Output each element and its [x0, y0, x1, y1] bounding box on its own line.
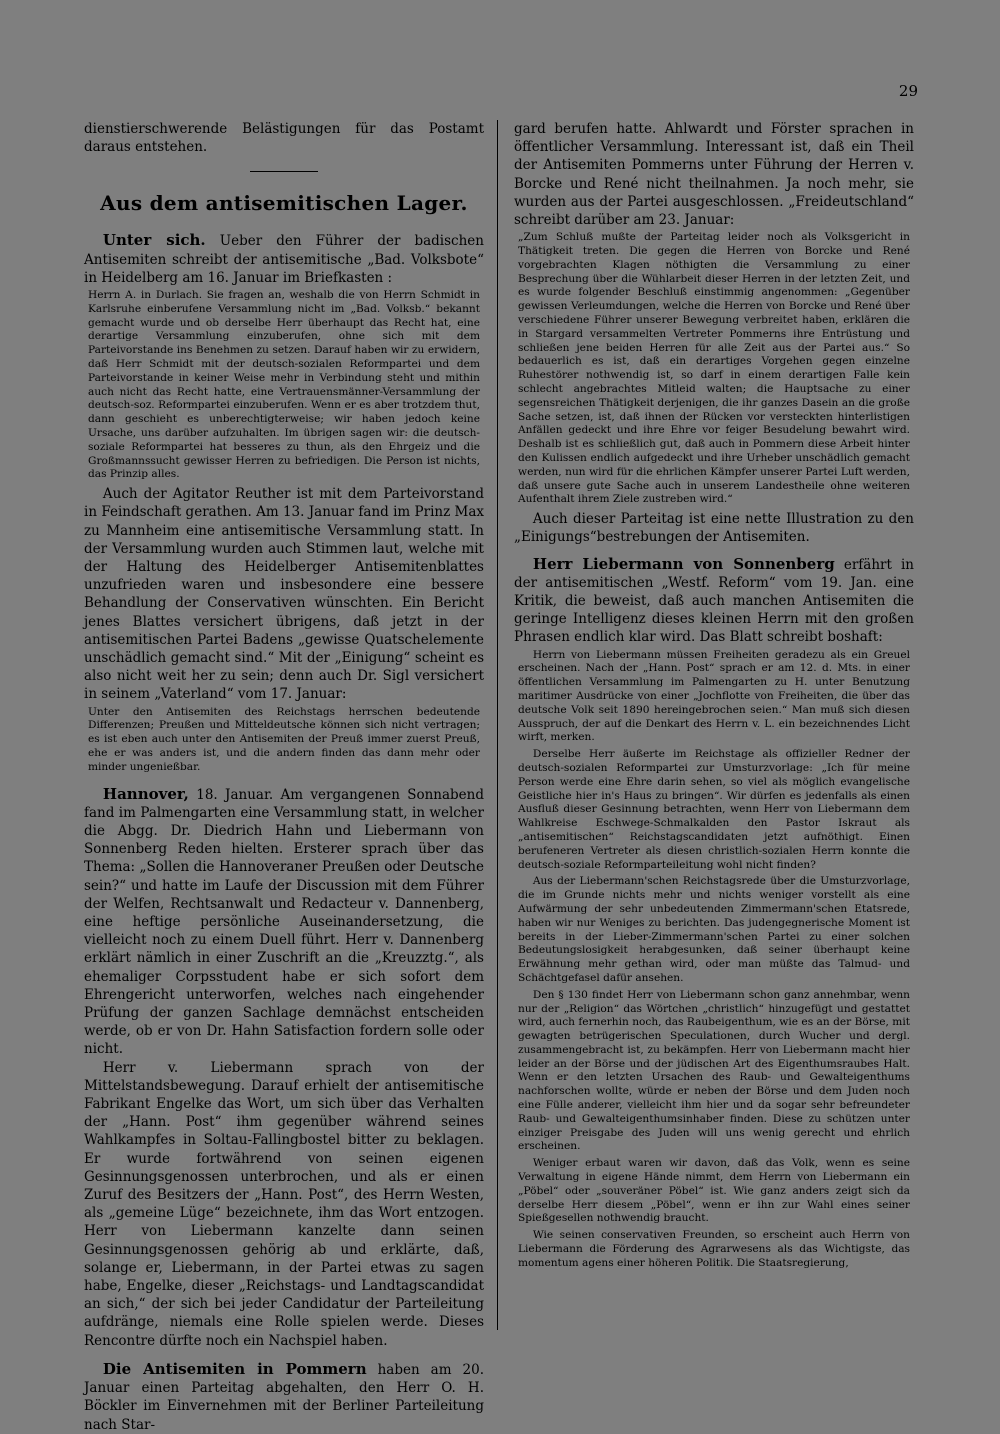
article-lead: Herr Liebermann von Sonnenberg: [532, 554, 835, 573]
column-divider: [497, 120, 498, 1330]
quotation: Wie seinen conservativen Freunden, so erscheint auch Herrn von Liebermann die Förderung des Agrarwesens als das Wichtigste, das momentum agens einer höheren Politik. Die Staatsregierung,: [518, 1229, 910, 1269]
quotation: Unter den Antisemiten des Reichstags herrschen bedeutende Differenzen; Preußen und Mitteldeutsche können sich nicht vertragen; es ist eben auch unter den Antisemiten der Preuß immer zuerst Preuß, ehe er was anders ist, und die andern finden das dann mehr oder minder ungenießbar.: [88, 705, 480, 773]
article-pommern: [84, 1360, 484, 1434]
left-column: [84, 120, 484, 1434]
article-text: 18. Januar. Am vergangenen Sonnabend fand im Palmengarten eine Versammlung statt, in welcher die Abgg. Dr. Diedrich Hahn und Liebermann von Sonnenberg Reden hielten. Ersterer sprach über das Thema: „Sollen die Hannoveraner Preußen oder Deutsche sein?“ und hatte im Laufe der Discussion mit dem Führer der Welfen, Rechtsanwalt und Redacteur v. Dannenberg, eine heftige persönliche Auseinandersetzung, die vielleicht noch zu einem Duell führt. Herr v. Dannenberg erklärt nämlich in einer Zuschrift an die „Kreuzztg.“, als ehemaliger Corpsstudent habe er sich sofort dem Ehrengericht unterworfen, welches nach eingehender Prüfung der ganzen Sachlage demnächst entscheiden werde, ob er von Dr. Hahn Satisfaction fordern solle oder nicht.: [84, 786, 485, 1058]
paragraph: Auch dieser Parteitag ist eine nette Illustration zu den „Einigungs“bestrebungen der Antisemiten.: [514, 511, 914, 546]
quotation: Derselbe Herr äußerte im Reichstage als offizieller Redner der deutsch-sozialen Reformpartei zur Umsturzvorlage: „Ich für meine Person werde eine Ehre darin sehen, so viel als möglich evangelische Geistliche hier in's Haus zu bringen“. Wir dürfen es jedenfalls als einen Ausfluß dieser Gesinnung betrachten, wenn Herr von Liebermann dem Wahlkreise Eschwege-Schmalkalden den Pastor Iskraut als „antisemitischen“ Reichstagscandidaten jetzt aufnöthigt. Einen berufeneren Vertreter als diesen christlich-sozialen Herrn konnte die deutsch-soziale Reformparteileitung wohl nicht finden?: [518, 748, 910, 871]
page-number: 29: [898, 82, 918, 100]
article-text: Ueber den Führer der badischen Antisemiten schreibt der antisemitische „Bad. Volksbote“ in Heidelberg am 16. Januar im Briefkasten :: [84, 233, 484, 286]
article-hannover: [84, 785, 484, 1059]
quotation: Aus der Liebermann'schen Reichstagsrede über die Umsturzvorlage, die im Grunde nichts mehr und nichts weniger vorstellt als eine Aufwärmung der sehr unbedeutenden Zimmermann'schen Etatsrede, haben wir nur Weniges zu berichten. Das judengegnerische Moment ist bereits in der Lieber-Zimmermann'schen Partei zu einer solchen Bedeutungslosigkeit herabgesunken, daß seiner überhaupt keine Erwähnung mehr gethan wird, oder man müßte das Talmud- und Schächtgefasel dafür ansehen.: [518, 875, 910, 984]
quotation: Herrn von Liebermann müssen Freiheiten geradezu als ein Greuel erscheinen. Nach der „Hann. Post“ sprach er am 12. d. Mts. in einer öffentlichen Versammlung im Palmengarten zu H. unter Benutzung maritimer Ausdrücke von einer „Jochflotte von Freiheiten, die über das deutsche Volk seit 1890 hereingebrochen seien.“ Man muß sich diesen Ausspruch, der auf die Denkart des Herrn v. L. ein bezeichnendes Licht wirft, merken.: [518, 648, 910, 744]
article-unter-sich: [84, 231, 484, 287]
quotation: „Zum Schluß mußte der Parteitag leider noch als Volksgericht in Thätigkeit treten. Die gegen die Herren von Borcke und René vorgebrachten Klagen nöthigten die Versammlung zu einer Besprechung über die Wühlarbeit dieser Herren in der letzten Zeit, und es wurde folgender Beschluß einstimmig angenommen: „Gegenüber gewissen Verleumdungen, welche die Herren von Borcke und René über verschiedene Führer unserer Bewegung verbreitet haben, erklären die in Stargard versammelten Vertreter Pommerns ihre Entrüstung und schließen jene beiden Herren für alle Zeit aus der Partei aus.“ So bedauerlich es ist, daß ein derartiges Vorgehen gegen einzelne Ruhestörer nothwendig ist, so darf in einem derartigen Falle kein schlecht angebrachtes Mitleid walten; die Hauptsache zu einer segensreichen Thätigkeit derjenigen, die ihr ganzes Dasein an die große Sache setzen, ist, daß ihnen der Rücken vor versteckten hinterlistigen Anfällen gedeckt und ihre Ehre vor feiger Besudelung bewahrt wird. Deshalb ist es schließlich gut, daß auch in Pommern diese Arbeit hinter den Kulissen endlich aufgedeckt und ihre Urheber unschädlich gemacht werden, nun wird für die ehrlichen Kämpfer unserer Partei Luft werden, daß unsere gute Sache auch in unserem Landestheile ohne weiteren Aufenthalt ihrem Ziele zustreben wird.“: [518, 231, 910, 506]
paragraph: gard berufen hatte. Ahlwardt und Förster sprachen in öffentlicher Versammlung. Interessant ist, daß ein Theil der Antisemiten Pommerns unter Führung der Herren v. Borcke und René nicht theilnahmen. Ja noch mehr, sie wurden aus der Partei ausgeschlossen. „Freideutschland“ schreibt darüber am 23. Januar:: [514, 121, 914, 229]
quotation: Den § 130 findet Herr von Liebermann schon ganz annehmbar, wenn nur der „Religion“ das Wörtchen „christlich“ hinzugefügt und gestattet wird, auch fernerhin noch, das Raubeigenthum, wie es an der Börse, mit gewagten betrügerischen Speculationen, durch Wucher und dergl. zusammengebracht ist, zu bekämpfen. Herr von Liebermann macht hier leider an der Börse und der jüdischen Art des Eigenthumsraubes Halt. Wenn er den letzten Ursachen des Raub- und Gewalteigenthums nachforschen wollte, würde er neben der Börse und dem Juden noch eine Fülle anderer, vielleicht ihm hier und da sogar sehr befreundeter Raub- und Gewalteigenthumsinhaber finden. Diese zu schützen unter einziger Preisgabe des Juden will uns wenig gerecht und ehrlich erscheinen.: [518, 988, 910, 1153]
right-column: [514, 120, 914, 1274]
article-text: haben am 20. Januar einen Parteitag abgehalten, den Herr O. H. Böckler im Einvernehmen mit der Berliner Parteileitung nach Star-: [84, 1361, 484, 1433]
section-heading: Aus dem antisemitischen Lager.: [100, 191, 468, 216]
article-lead: Die Antisemiten in Pommern: [102, 1359, 367, 1378]
paragraph: Auch der Agitator Reuther ist mit dem Parteivorstand in Feindschaft gerathen. Am 13. Januar fand im Prinz Max zu Mannheim eine antisemitische Versammlung statt. In der Versammlung wurden auch Stimmen laut, welche mit der Haltung des Heidelberger Antisemitenblattes unzufrieden waren und insbesondere eine bessere Behandlung der Conservativen wünschten. Ein Bericht jenes Blattes versichert übrigens, daß jetzt in der antisemitischen Partei Badens „gewisse Quatschelemente unschädlich gemacht sind.“ Mit der „Einigung“ scheint es also nicht weit her zu sein; denn auch Dr. Sigl versichert in seinem „Vaterland“ vom 17. Januar:: [84, 486, 484, 703]
quotation: Weniger erbaut waren wir davon, daß das Volk, wenn es seine Verwaltung in eigene Hände nimmt, dem Herrn von Liebermann ein „Pöbel“ oder „souveräner Pöbel“ ist. Wie ganz anders zeigt sich da derselbe Herr diesem „Pöbel“, wenn er ihn zur Wahl eines seiner Spießgesellen nothwendig braucht.: [518, 1157, 910, 1225]
article-text: erfährt in der antisemitischen „Westf. Reform“ vom 19. Jan. eine Kritik, die beweist, daß auch manchen Antisemiten die geringe Intelligenz dieses kleinen Herrn mit den großen Phrasen endlich klar wird. Das Blatt schreibt boshaft:: [514, 556, 914, 646]
article-lead: Unter sich.: [102, 231, 206, 250]
article-lead: Hannover,: [102, 784, 189, 803]
section-separator: [250, 171, 318, 172]
quotation: Herrn A. in Durlach. Sie fragen an, weshalb die von Herrn Schmidt in Karlsruhe einberufene Versammlung nicht im „Bad. Volksb.“ bekannt gemacht wurde und ob derselbe Herr überhaupt das Recht hat, eine derartige Versammlung einzuberufen, ohne sich mit dem Parteivorstande ins Benehmen zu setzen. Darauf haben wir zu erwidern, daß Herr Schmidt mit der deutsch-sozialen Reformpartei und dem Parteivorstande in keiner Weise mehr in Verbindung steht und mithin auch nicht das Recht hatte, eine Vertrauensmänner-Versammlung der deutsch-soz. Reformpartei einzuberufen. Wenn er es aber trotzdem thut, dann geschieht es unberechtigterweise; wir haben jedoch keine Ursache, uns darüber aufzuhalten. Im übrigen sagen wir: die deutsch-soziale Reformpartei hat besseres zu thun, als den Ehrgeiz und die Großmannssucht gewisser Herren zu befriedigen. Die Person ist nichts, das Prinzip alles.: [88, 289, 480, 481]
paragraph: dienstierschwerende Belästigungen für das Postamt daraus entstehen.: [84, 121, 484, 156]
article-liebermann: [514, 555, 914, 647]
paragraph: Herr v. Liebermann sprach von der Mittelstandsbewegung. Darauf erhielt der antisemitische Fabrikant Engelke das Wort, um sich über das Verhalten der „Hann. Post“ ihm gegenüber während seines Wahlkampfes in Soltau-Fallingbostel bitter zu beklagen. Er wurde fortwährend von seinen eigenen Gesinnungsgenossen unterbrochen, und als er einen Zuruf des Besitzers der „Hann. Post“, des Herrn Westen, als „gemeine Lüge“ bezeichnete, ihm das Wort entzogen. Herr von Liebermann kanzelte dann seinen Gesinnungsgenossen gehörig ab und erklärte, daß, solange er, Liebermann, in der Partei etwas zu sagen habe, Engelke, dieser „Reichstags- und Landtagscandidat an sich,“ der sich bei jeder Candidatur der Parteileitung aufdränge, niemals eine Rolle spielen werde. Dieses Rencontre dürfte noch ein Nachspiel haben.: [84, 1059, 484, 1349]
